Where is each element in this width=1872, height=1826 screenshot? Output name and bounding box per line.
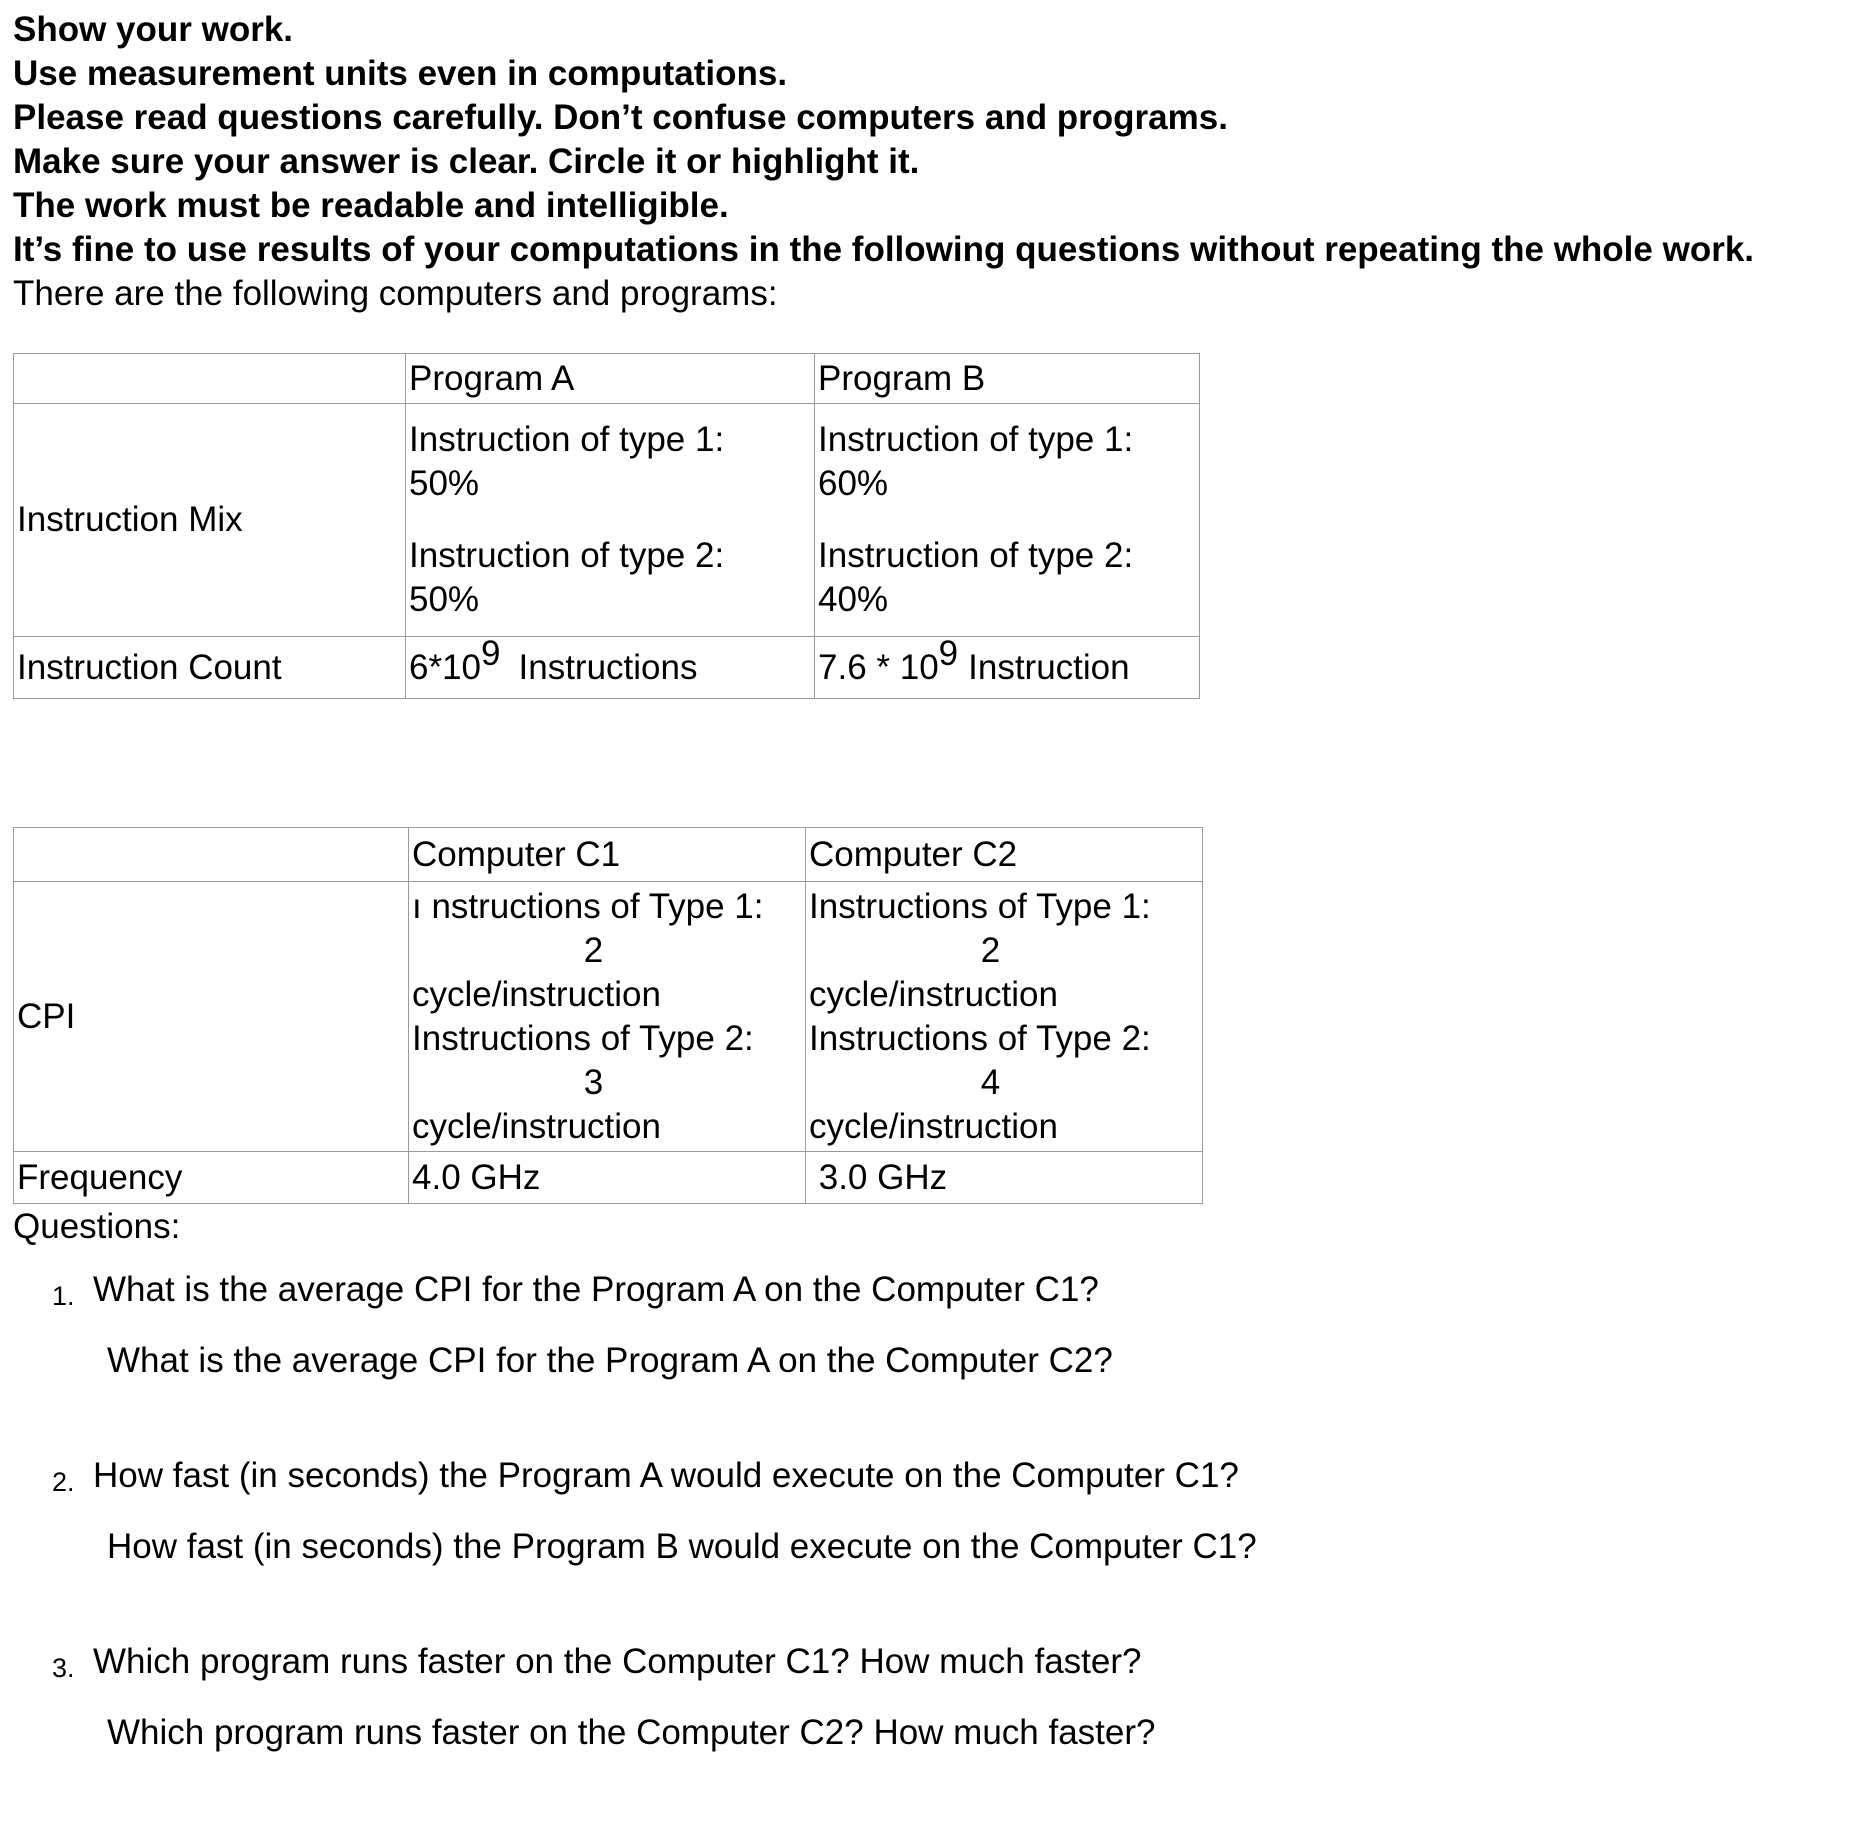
question-number: 3. <box>52 1653 75 1683</box>
program-b-mix-cell <box>815 404 1200 637</box>
c2-type2-label: Instructions of Type 2: <box>809 1018 1151 1058</box>
c2-type2-unit: cycle/instruction <box>809 1106 1058 1146</box>
c2-type1-value: 2 <box>980 930 1001 970</box>
question-text: How fast (in seconds) the Program A would execute on the Computer C1? <box>93 1456 1239 1495</box>
header-program-b: Program B <box>815 354 1200 404</box>
c1-type2-value: 3 <box>583 1062 604 1102</box>
header-program-a: Program A <box>406 354 815 404</box>
program-a-mix-cell <box>406 404 815 637</box>
program-a-count <box>406 633 815 699</box>
program-b-count-unit: Instruction <box>968 647 1130 687</box>
c1-type2-label: Instructions of Type 2: <box>412 1018 754 1058</box>
instruction-mix-row <box>14 404 1200 637</box>
instruction-line: Please read questions carefully. Don’t confuse computers and programs. <box>13 98 1228 137</box>
c2-cpi-cell <box>806 882 1203 1152</box>
program-a-type2-label: Instruction of type 2: <box>409 536 725 575</box>
cpi-row <box>14 882 1203 1152</box>
instruction-count-row <box>14 637 1200 699</box>
c1-cpi-cell <box>409 882 806 1152</box>
program-a-type1-value: 50% <box>409 464 480 503</box>
questions-title: Questions: <box>13 1207 181 1246</box>
program-a-count-unit: Instructions <box>518 647 698 687</box>
program-b-type2-label: Instruction of type 2: <box>818 536 1134 575</box>
question-number: 1. <box>52 1281 75 1311</box>
programs-table <box>13 353 1200 699</box>
program-a-count-base: 6*10 <box>409 647 482 687</box>
instruction-line: Make sure your answer is clear. Circle it or highlight it. <box>13 142 920 181</box>
c2-type1-unit: cycle/instruction <box>809 974 1058 1014</box>
c1-type1-value: 2 <box>583 930 604 970</box>
program-b-count-exponent: 9 <box>938 633 959 673</box>
question-text: What is the average CPI for the Program A on the Computer C1? <box>93 1270 1099 1309</box>
program-b-type1-value: 60% <box>818 464 889 503</box>
c1-frequency: 4.0 GHz <box>409 1152 806 1204</box>
question-text: Which program runs faster on the Computer C2? How much faster? <box>107 1713 1156 1752</box>
programs-header-row <box>14 354 1200 404</box>
frequency-label: Frequency <box>14 1152 409 1204</box>
instruction-mix-label: Instruction Mix <box>14 404 406 637</box>
c2-frequency: 3.0 GHz <box>806 1152 1203 1204</box>
question-text: Which program runs faster on the Computer C1? How much faster? <box>93 1642 1142 1681</box>
frequency-row <box>14 1152 1203 1204</box>
header-computer-c1: Computer C1 <box>409 828 806 882</box>
program-b-count <box>815 633 1200 699</box>
instruction-line: Use measurement units even in computations. <box>13 54 788 93</box>
instruction-count-label: Instruction Count <box>14 637 406 699</box>
cpi-label: CPI <box>14 882 409 1152</box>
program-b-type1-label: Instruction of type 1: <box>818 420 1134 459</box>
question-text: What is the average CPI for the Program A on the Computer C2? <box>107 1341 1113 1380</box>
instruction-line: The work must be readable and intelligible. <box>13 186 729 225</box>
c1-type2-unit: cycle/instruction <box>412 1106 661 1146</box>
instruction-line: Show your work. <box>13 10 294 49</box>
instructions-block <box>13 8 1754 272</box>
program-b-count-base: 7.6 * 10 <box>818 647 939 687</box>
computers-table <box>13 827 1203 1204</box>
program-b-type2-value: 40% <box>818 580 889 619</box>
c1-type1-unit: cycle/instruction <box>412 974 661 1014</box>
computers-header-row <box>14 828 1203 882</box>
c1-type1-label: ı nstructions of Type 1: <box>412 886 764 926</box>
header-cell-empty <box>14 828 409 882</box>
header-computer-c2: Computer C2 <box>806 828 1203 882</box>
intro-text: There are the following computers and programs: <box>13 274 778 313</box>
question-number: 2. <box>52 1467 75 1497</box>
c2-type2-value: 4 <box>980 1062 1001 1102</box>
program-a-type2-value: 50% <box>409 580 480 619</box>
program-a-type1-label: Instruction of type 1: <box>409 420 725 459</box>
question-item <box>0 1454 1872 1640</box>
header-cell-empty <box>14 354 406 404</box>
question-item <box>0 1268 1872 1454</box>
program-a-count-exponent: 9 <box>481 633 501 673</box>
instruction-line: It’s fine to use results of your computations in the following questions without repeating the whole work. <box>13 230 1755 269</box>
c2-type1-label: Instructions of Type 1: <box>809 886 1151 926</box>
question-text: How fast (in seconds) the Program B would execute on the Computer C1? <box>107 1527 1257 1566</box>
question-item <box>0 1640 1872 1826</box>
questions-list <box>0 1268 1872 1826</box>
